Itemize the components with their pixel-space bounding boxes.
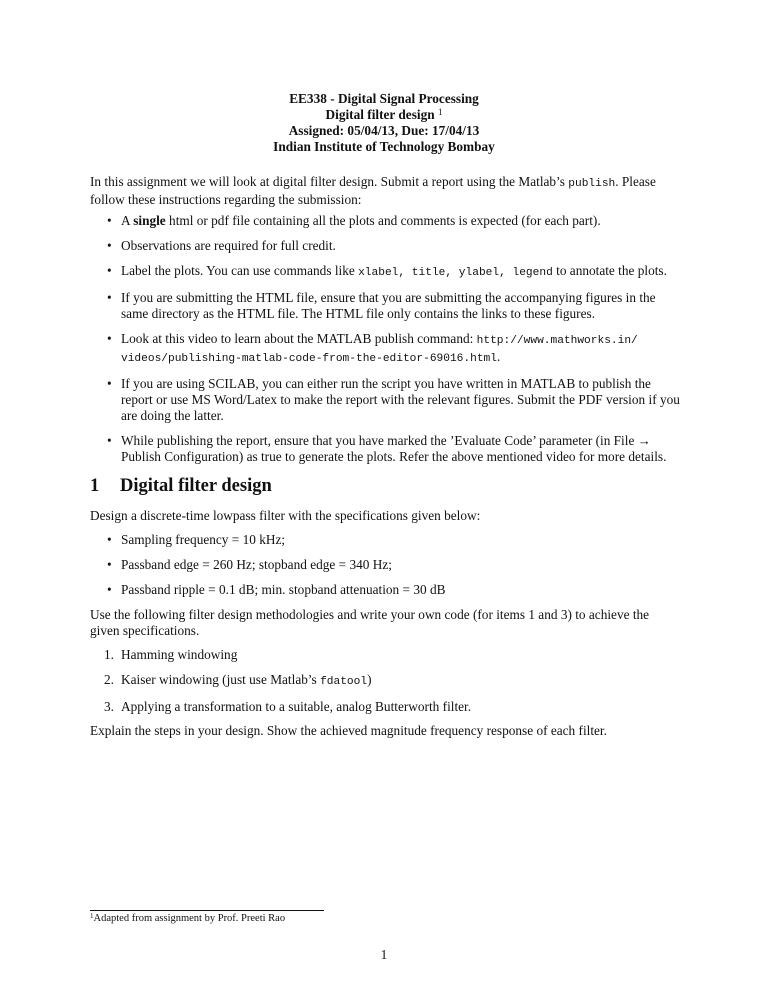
bullet-2-text: Observations are required for full credit. bbox=[121, 238, 336, 253]
list-item bbox=[90, 672, 680, 690]
bullet-3-pre: Label the plots. You can use commands like bbox=[121, 263, 359, 278]
spec-intro: Design a discrete-time lowpass filter with the specifications given below: bbox=[90, 508, 481, 523]
list-item bbox=[90, 376, 680, 424]
conclusion-paragraph: Explain the steps in your design. Show the achieved magnitude frequency response of each filter. bbox=[90, 723, 607, 738]
bullet-1-post: html or pdf file containing all the plots and comments is expected (for each part). bbox=[165, 213, 601, 228]
section-number: 1 bbox=[90, 476, 100, 496]
bullet-7-text: While publishing the report, ensure that you have marked the ’Evaluate Code’ parameter (in File → Publish Configuration) as true to generate the plots. Refer the above mentioned video for more details. bbox=[121, 433, 667, 464]
footnote-divider bbox=[90, 910, 324, 911]
list-item bbox=[90, 647, 680, 663]
method-item-post: ) bbox=[367, 672, 372, 687]
bullet-1-pre: A bbox=[121, 213, 134, 228]
item-number: 3. bbox=[104, 699, 114, 714]
item-number: 2. bbox=[104, 672, 114, 687]
list-item bbox=[90, 331, 680, 367]
section-title: Digital filter design bbox=[120, 476, 272, 496]
video-link[interactable]: http://www.mathworks.in/ bbox=[476, 335, 638, 347]
bullet-4-text: If you are submitting the HTML file, ensure that you are submitting the accompanying figures in the same directory as the HTML file. The HTML file only contains the links to these figures. bbox=[121, 290, 656, 321]
list-item bbox=[90, 699, 680, 715]
method-list bbox=[90, 647, 680, 724]
method-item: Applying a transformation to a suitable, analog Butterworth filter. bbox=[121, 699, 472, 714]
method-item: Hamming windowing bbox=[121, 647, 238, 662]
list-item bbox=[90, 557, 680, 573]
method-item-code: fdatool bbox=[320, 676, 368, 688]
intro-code-publish: publish bbox=[568, 178, 616, 190]
bullet-icon: • bbox=[107, 557, 112, 572]
method-item-pre: Kaiser windowing (just use Matlab’s bbox=[121, 672, 321, 687]
list-item bbox=[90, 582, 680, 598]
list-item bbox=[90, 290, 680, 322]
bullet-icon: • bbox=[107, 238, 112, 253]
institution-name: Indian Institute of Technology Bombay bbox=[273, 139, 495, 154]
bullet-1-bold: single bbox=[133, 213, 166, 228]
footnote-mark: 1 bbox=[90, 912, 94, 920]
assignment-dates: Assigned: 05/04/13, Due: 17/04/13 bbox=[288, 123, 480, 138]
intro-text-1: In this assignment we will look at digital filter design. Submit a report using the Matlab’s bbox=[90, 174, 569, 189]
bullet-6-text: If you are using SCILAB, you can either run the script you have written in MATLAB to publish the report or use MS Word/Latex to make the report with the relevant figures. Submit the PDF version if you are doing the latter. bbox=[121, 376, 680, 423]
list-item bbox=[90, 238, 680, 254]
item-number: 1. bbox=[104, 647, 114, 662]
bullet-5-post: . bbox=[496, 349, 501, 364]
bullet-icon: • bbox=[107, 433, 112, 448]
spec-list bbox=[90, 532, 680, 607]
section-heading bbox=[90, 474, 272, 498]
footnote-text: Adapted from assignment by Prof. Preeti Rao bbox=[93, 913, 286, 924]
spec-item: Passband ripple = 0.1 dB; min. stopband attenuation = 30 dB bbox=[121, 582, 446, 597]
spec-item: Sampling frequency = 10 kHz; bbox=[121, 532, 286, 547]
document-header bbox=[90, 91, 678, 155]
intro-text-2: . Please follow these instructions regarding the submission: bbox=[90, 174, 656, 207]
bullet-icon: • bbox=[107, 582, 112, 597]
bullet-icon: • bbox=[107, 290, 112, 305]
bullet-icon: • bbox=[107, 263, 112, 278]
assignment-title-text: Digital filter design bbox=[325, 107, 435, 122]
course-title: EE338 - Digital Signal Processing bbox=[289, 91, 479, 106]
page-number: 1 bbox=[380, 947, 388, 962]
footnote bbox=[90, 912, 285, 925]
list-item bbox=[90, 263, 680, 281]
spec-item: Passband edge = 260 Hz; stopband edge = 340 Hz; bbox=[121, 557, 392, 572]
method-intro: Use the following filter design methodologies and write your own code (for items 1 and 3) to achieve the given specifications. bbox=[90, 607, 650, 638]
bullet-icon: • bbox=[107, 376, 112, 391]
bullet-5-pre: Look at this video to learn about the MATLAB publish command: bbox=[121, 331, 477, 346]
list-item bbox=[90, 433, 680, 465]
intro-paragraph bbox=[90, 174, 680, 208]
list-item bbox=[90, 532, 680, 548]
video-link-continued[interactable]: videos/publishing-matlab-code-from-the-editor-69016.html bbox=[121, 353, 497, 365]
instruction-list bbox=[90, 213, 680, 474]
bullet-3-code: xlabel, title, ylabel, legend bbox=[358, 267, 553, 279]
bullet-3-post: to annotate the plots. bbox=[552, 263, 667, 278]
bullet-icon: • bbox=[107, 331, 112, 346]
footnote-reference: 1 bbox=[437, 107, 443, 117]
bullet-icon: • bbox=[107, 213, 112, 228]
bullet-icon: • bbox=[107, 532, 112, 547]
list-item bbox=[90, 213, 680, 229]
assignment-title bbox=[90, 107, 678, 123]
